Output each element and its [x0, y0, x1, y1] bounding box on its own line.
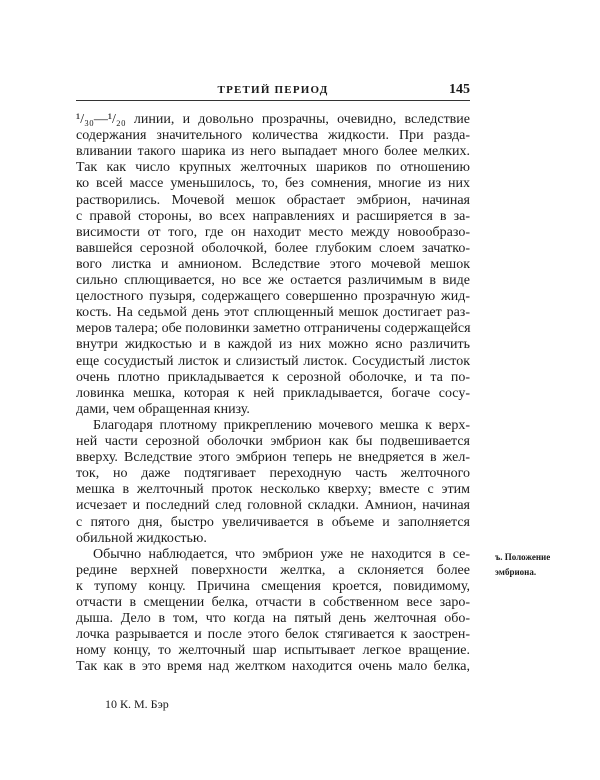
margin-note — [495, 550, 550, 580]
page-number: 145 — [449, 82, 470, 97]
text-line: сильно сплющивается, но все же остается различимым в виде — [76, 273, 470, 288]
text-line: внутри жидкостью и в каждой из них можно ясно различить — [76, 337, 470, 353]
text-line: растворились. Мочевой мешок обрастает эмбрион, начиная — [76, 192, 470, 208]
margin-note-line: ъ. Положение — [495, 552, 551, 562]
text-line: дами, чем обращенная книзу. — [76, 401, 250, 417]
text-line: ловинка мешка, которая к ней прикладывается, богаче сосу- — [76, 385, 470, 401]
text-line: вверху. Вследствие этого эмбрион теперь не внедряется в жел- — [76, 450, 470, 466]
footer-signature: 10 К. М. Бэр — [105, 697, 169, 711]
text-line: лочка разрывается и после этого белок стягивается к заострен- — [76, 627, 470, 643]
text-line: обильной жидкостью. — [76, 530, 207, 546]
text-line: Так как число крупных желточных шариков по отношению — [76, 160, 470, 176]
margin-note-line: эмбриона. — [495, 567, 537, 577]
text-line: ному концу, то желточный шар испытывает легкое вращение. — [76, 643, 470, 659]
text-line: исчезает и последний след головной складки. Амнион, начиная — [76, 498, 470, 514]
text-line: кость. На седьмой день этот сплющенный мешок достигает раз- — [76, 305, 470, 321]
text-line: Обычно наблюдается, что эмбрион уже не находится в се- — [93, 546, 470, 562]
text-line: с правой стороны, во всех направлениях и расширяется в за- — [76, 208, 470, 224]
text-line: меров талера; обе половинки заметно отграничены содержащейся — [76, 321, 471, 337]
text-line: ток, но даже подтягивает переходную часть желточного — [76, 466, 470, 482]
header-rule — [76, 100, 470, 101]
text-line: отчасти в смещении белка, отчасти в собственном весе заро- — [76, 595, 470, 610]
text-line: к тупому концу. Причина смещения кроется, повидимому, — [76, 578, 470, 594]
text-line: с пятого дня, быстро увеличивается в объеме и заполняется — [76, 514, 470, 530]
text-line: вого листка и амнионом. Вследствие этого мочевой мешок — [76, 256, 470, 272]
text-line: содержания значительного количества жидкости. При разда- — [76, 128, 470, 144]
text-line: вливании такого шарика из него выпадает много более мелких. — [76, 144, 470, 160]
text-line: редине верхней поверхности желтка, а склоняется более — [76, 562, 470, 578]
text-line: дыша. Дело в том, что когда на пятый день желточная обо- — [76, 611, 470, 627]
text-line: ко всей массе уменьшилось, то, без сомнения, многие из них — [76, 176, 470, 192]
text-line: Так как в это время над желтком находится очень мало белка, — [76, 659, 470, 675]
text-line: целостного пузыря, содержащего совершенно прозрачную жид- — [76, 289, 470, 305]
text-line: еще сосудистый листок и слизистый листок. Сосудистый листок — [76, 353, 470, 369]
text-line: ¹/₃₀—¹/₂₀ линии, и довольно прозрачны, очевидно, вследствие — [76, 112, 470, 127]
text-line: Благодаря плотному прикреплению мочевого мешка к верх- — [93, 417, 470, 433]
running-header-title: ТРЕТИЙ ПЕРИОД — [217, 84, 329, 96]
text-line: висимости от того, где он находит место между новообразо- — [76, 224, 470, 240]
text-line: очень плотно прикладывается к серозной оболочке, и та по- — [76, 369, 470, 385]
text-line: мешка в желточный проток несколько кверху; вместе с этим — [76, 482, 470, 498]
text-line: вавшейся серозной оболочкой, более глубоким слоем зачатко- — [76, 240, 470, 256]
text-line: ней части серозной оболочки эмбрион как бы подвешивается — [76, 434, 470, 449]
